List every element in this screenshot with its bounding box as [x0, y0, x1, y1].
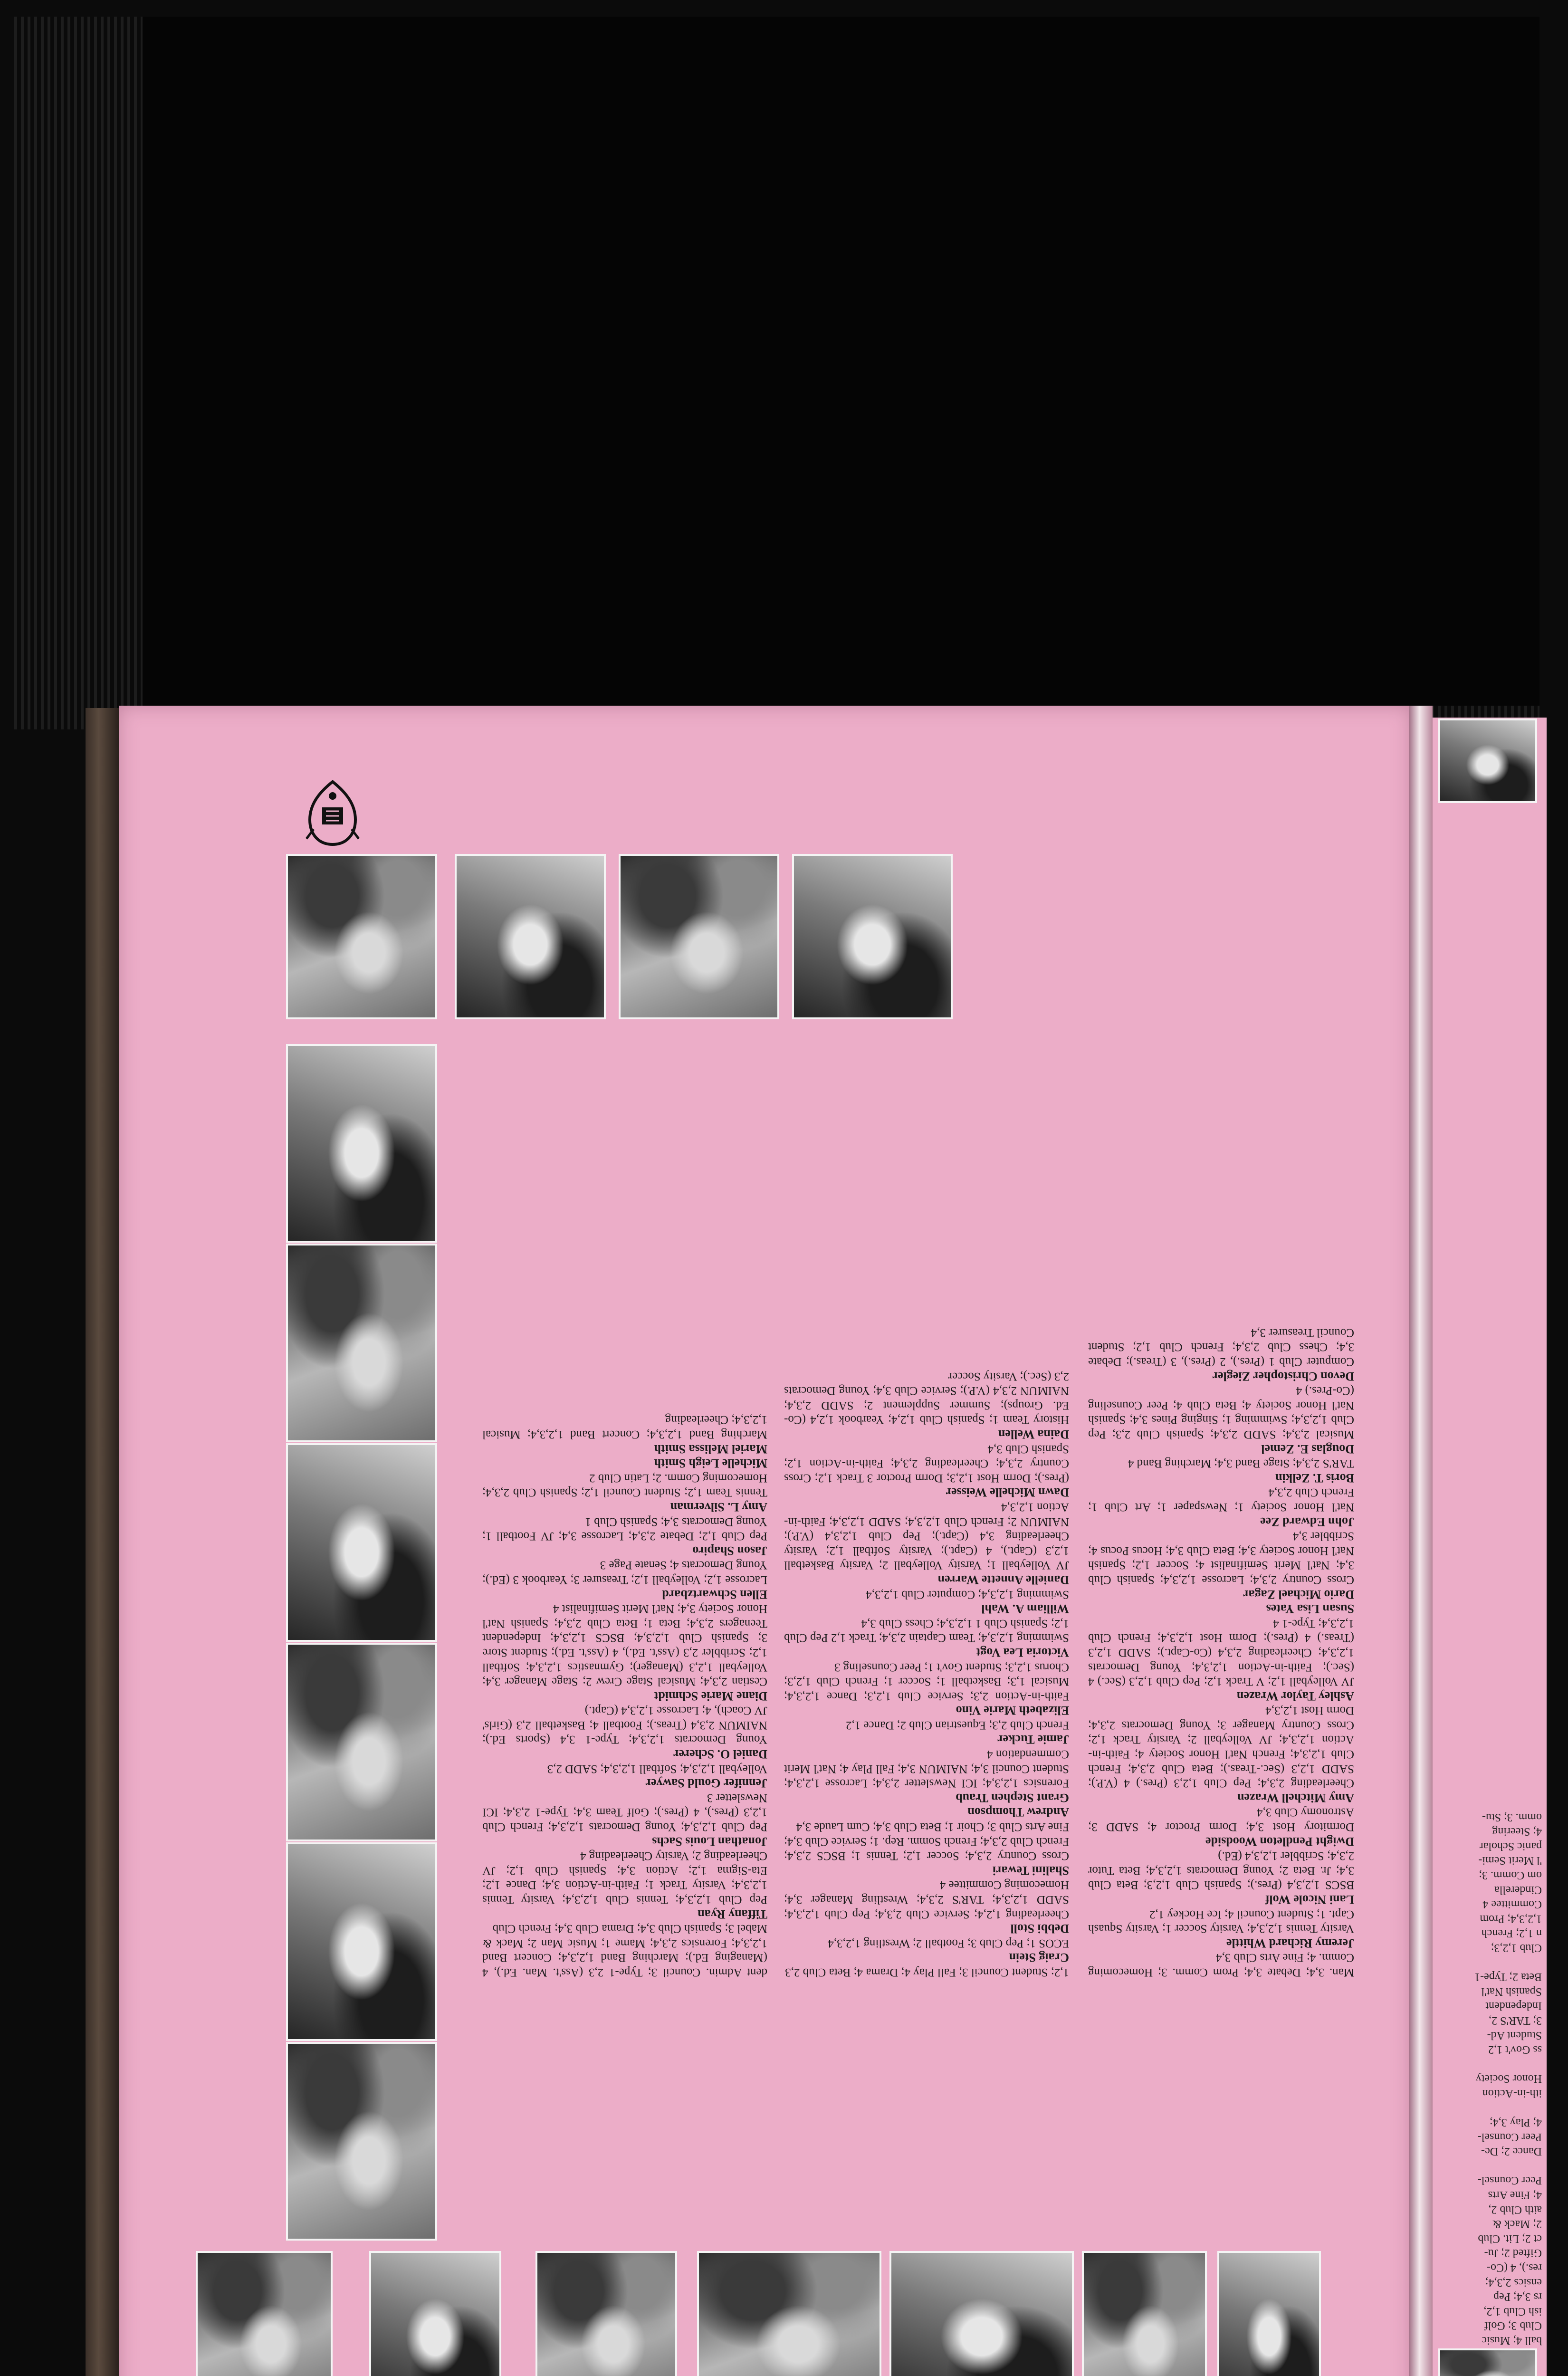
senior-name: Ashley Taylor Wrazen: [1236, 1689, 1354, 1703]
senior-name: Victoria Lea Vogt: [976, 1645, 1069, 1659]
senior-name: Daina Wellen: [998, 1428, 1069, 1442]
senior-entry: [784, 1499, 1069, 1587]
senior-entry: [784, 1878, 1069, 1935]
senior-entry: [1088, 1601, 1354, 1616]
senior-entry: [1088, 1485, 1354, 1529]
senior-name: Jennifer Gould Sawyer: [645, 1776, 767, 1791]
senior-name: Danielle Annette Warren: [937, 1572, 1069, 1587]
next-page-line: Student Ad-: [1487, 2029, 1542, 2041]
senior-entry: [1088, 1529, 1354, 1601]
senior-name: Mariel Melissa Smith: [654, 1442, 767, 1456]
upside-down-content: [119, 706, 1411, 2376]
next-page-line: Club 1,2,3;: [1491, 1941, 1542, 1954]
senior-activities: ECOS 1; Pep Club 3; Football 2; Wrestling 1,2,3,4: [828, 1936, 1069, 1950]
next-page-line: omm. 3; Stu-: [1482, 1811, 1542, 1823]
senior-name: Lani Nicole Wolf: [1265, 1893, 1354, 1907]
senior-name: Jason Shapiro: [692, 1543, 767, 1558]
senior-activities: Volleyball 1,2,3,4; Softball 1,2,3,4; SADD 2,3: [547, 1762, 767, 1775]
senior-activities: (Pres.); Dorm Host 1,2,3; Dorm Proctor 3 Track 1,2; Cross Country 2,3,4; Cheerleading 2,3,4; Faith-in-Action 1,2; Spanish Club 3,4: [784, 1442, 1069, 1485]
next-page-line: 2; Mack &: [1492, 2218, 1542, 2231]
senior-entry: [784, 1819, 1069, 1877]
portrait-b: [286, 1842, 437, 2041]
senior-activities: JV Volleyball 1,2; V Track 1,2; Pep Club 1,2,3 (Sec.) 4 (Sec.); Faith-in-Action 1,2,3,4; Young Democrats 1,2,3,4; Cheerleading 2,3,4 (Co-Capt.); SADD 1,2,3 (Treas.) 4 (Pres.); Dorm Host 1,2,3,4; French Club 1,2,3,4; Type-1 4: [1088, 1617, 1354, 1688]
senior-activities: BSCS 1,2,3,4 (Pres.); Spanish Club 1,2,3; Beta Club 3,4; Jr. Beta 2; Young Democrats 1,2,3,4; Beta Tutor 2,3,4; Scribbler 1,2,3,4 (Ed.): [1088, 1849, 1354, 1892]
next-page-line: ss Gov't 1,2: [1488, 2043, 1542, 2056]
next-page-line: Committee 4: [1482, 1898, 1542, 1911]
senior-entry: [784, 1964, 1069, 1979]
senior-activities: Swimming 1,2,3,4; Computer Club 1,2,3,4: [866, 1588, 1069, 1601]
senior-name: Debbi Stoll: [1010, 1922, 1069, 1936]
senior-activities: Musical 2,3,4; SADD 2,3,4; Spanish Club 2,3; Pep Club 1,2,3,4; Swimming 1; Singing Pines 3,4; Spanish Nat'l Honor Society 4; Beta Club 4; Peer Counseling (Co-Pres.) 4: [1088, 1384, 1354, 1441]
senior-name: Douglas E. Zemel: [1261, 1442, 1354, 1456]
senior-name: Daniel O. Scherer: [673, 1747, 767, 1762]
next-page-line: Spanish Nat'l: [1481, 1985, 1542, 1998]
senior-name: Dario Michael Zagar: [1243, 1587, 1354, 1601]
senior-activities: Pep Club 1,2,3,4; Tennis Club 1,2,3,4; Varsity Tennis 1,2,3,4; Varsity Track 1; Faith-in-Action 3,4; Dance 1,2; Eta-Sigma 1,2; Action 3,4; Spanish Club 1,2; JV Cheerleading 2; Varsity Cheerleading 4: [482, 1849, 767, 1907]
next-page-line: Dance 2; De-: [1481, 2145, 1542, 2158]
senior-activities: Cheerleading 2,3,4; Pep Club 1,2,3 (Pres.) 4 (V.P.); SADD 1,2,3 (Sec.-Treas.); Beta Club 2,3,4; French Club 1,2,3,4; French Nat'l Honor Society 4; Faith-in-Action 1,2,3,4; JV Volleyball 2; Varsity Track 1,2; Cross Country Manager 3; Young Democrats 2,3,4; Dorm Host 1,2,3,4: [1088, 1704, 1354, 1790]
senior-entry: [1088, 1805, 1354, 1849]
text-column-1: [1088, 1325, 1354, 1979]
senior-name: Jeremy Richard Whittle: [1226, 1936, 1354, 1950]
next-page-line: ish Club 1,2,: [1483, 2305, 1542, 2318]
senior-name: Shalini Tewari: [992, 1863, 1069, 1878]
senior-activities: Cross Country 2,3,4; Lacrosse 1,2,3,4; Spanish Club 3,4; Nat'l Merit Semifinalist 4; Soccer 1,2; Spanish Nat'l Honor Society 3,4; Beta Club 3,4; Hocus Pocus 4; Scribbler 3,4: [1088, 1530, 1354, 1586]
photo-3: [535, 2251, 677, 2376]
senior-name: Devon Christopher Ziegler: [1212, 1369, 1354, 1383]
senior-activities: Swimming 1,2,3,4; Team Captain 2,3,4; Track 1,2 Pep Club 1,2; Spanish Club 1 1,2,3,4; Chess Club 3,4: [784, 1617, 1069, 1645]
senior-entry: [784, 1369, 1069, 1441]
next-page-line: 1,2,3,4; Prom: [1480, 1912, 1542, 1925]
yearbook-page: [119, 706, 1411, 2376]
senior-entry: [784, 1587, 1069, 1616]
photo-bottom-2: [455, 854, 606, 1019]
photo-bottom-1: [286, 854, 437, 1019]
text-column-3: [482, 1412, 767, 1979]
senior-name: Andrew Thompson: [967, 1805, 1069, 1820]
text-column-2: [784, 1369, 1069, 1979]
senior-entry: [1088, 1907, 1354, 1950]
senior-entry: [482, 1790, 767, 1848]
senior-entry: [482, 1921, 767, 1979]
next-page-line: om Comm. 3;: [1479, 1869, 1542, 1881]
next-page-line: [1437, 2100, 1542, 2115]
portrait-f: [286, 1044, 437, 1243]
senior-entry: [1088, 1849, 1354, 1907]
portrait-d: [286, 1443, 437, 1642]
senior-entry: [482, 1470, 767, 1514]
senior-name: Dawn Michelle Weisser: [946, 1485, 1069, 1500]
next-page-line: ith-in-Action: [1482, 2087, 1542, 2099]
senior-activities: dent Admin. Council 3; Type-1 2,3 (Ass't. Man. Ed.), 4 (Managing Ed.); Marching Band 1,2,3,4; Concert Band 1,2,3,4; Forensics 2,3,4; Mame 1; Music Man 2; Mack & Mabel 3; Spanish Club 3,4; Drama Club 3,4; French Club: [482, 1922, 767, 1979]
senior-name: Jonathan Louis Sachs: [652, 1834, 767, 1849]
next-page-line: 4; Play 3,4;: [1489, 2116, 1542, 2129]
senior-entry: [784, 1659, 1069, 1717]
next-page-line: [1437, 1955, 1542, 1970]
next-page-line: Peer Counsel-: [1477, 2174, 1542, 2187]
portrait-a: [286, 2042, 437, 2241]
senior-name: Amy Mitchell Wrazen: [1237, 1791, 1354, 1805]
next-page-line: Beta 2; Type-1: [1474, 1971, 1542, 1983]
senior-entry: [784, 1441, 1069, 1499]
senior-entry: [482, 1412, 767, 1456]
senior-entry: [1088, 1950, 1354, 1979]
senior-entry: [1088, 1703, 1354, 1805]
senior-entry: [1088, 1325, 1354, 1383]
photo-7: [1217, 2251, 1321, 2376]
portrait-e: [286, 1244, 437, 1442]
next-page-line: panic Scholar: [1479, 1839, 1542, 1852]
page-gutter: [1409, 706, 1433, 2376]
senior-name: Craig Stein: [1009, 1951, 1069, 1965]
senior-name: Tiffany Ryan: [698, 1907, 767, 1921]
senior-entry: [482, 1514, 767, 1558]
senior-name: Elizabeth Marie Vino: [956, 1704, 1069, 1718]
next-page-line: Club 3; Golf: [1484, 2319, 1542, 2332]
senior-activities: Cross Country 2,3,4; Soccer 1,2; Tennis 1; BSCS 2,3,4; French Club 2,3,4; French Somm. Rep. 1; Service Club 3,4; Fine Arts Club 3; Choir 1; Beta Club 3,4; Cum Laude 3,4: [784, 1820, 1069, 1863]
senior-name: William A. Wahl: [981, 1602, 1069, 1616]
senior-entry: [784, 1717, 1069, 1746]
senior-entry: [784, 1805, 1069, 1820]
scanner-shadow: [143, 17, 1539, 706]
senior-name: Diane Marie Schmidt: [654, 1689, 767, 1703]
senior-name: Dwight Pendleton Woodside: [1205, 1834, 1354, 1849]
senior-activities: Nat'l Honor Society 1; Newspaper 1; Art Club 1; French Club 2,3,4: [1088, 1486, 1354, 1514]
senior-entry: [784, 1616, 1069, 1659]
next-page-line: aith Club 2,: [1488, 2203, 1542, 2216]
senior-activities: JV Volleyball 1; Varsity Volleyball 2; Varsity Basketball 1,2,3 (Capt.), 4 (Capt.); Varsity Softball 1,2; Varsity Cheerleading 3,4 (Capt.); Pep Club 1,2,3,4 (V.P.); NAIMUN 2; French Club 1,2,3,4; SADD 1,2,3,4; Faith-in-Action 1,2,3,4: [784, 1501, 1069, 1572]
next-page-line: Gifted 2; Ju-: [1484, 2247, 1542, 2260]
senior-entry: [482, 1456, 767, 1471]
senior-name: Jamie Tucker: [997, 1733, 1069, 1747]
next-page-text: [1437, 1810, 1542, 2347]
photo-2: [369, 2251, 501, 2376]
next-page-line: Independent: [1485, 2000, 1542, 2012]
senior-activities: Tennis Team 1,2; Student Council 1,2; Spanish Club 2,3,4; Homecoming Comm. 2; Latin Club 2: [482, 1471, 767, 1499]
senior-name: John Edward Zee: [1260, 1514, 1354, 1529]
book-spine-edge: [86, 708, 119, 2376]
next-page-line: n 1,2; French: [1481, 1927, 1542, 1940]
next-page-line: Cinderella: [1494, 1883, 1542, 1896]
senior-activities: Faith-in-Action 2,3; Service Club 1,2,3; Dance 1,2,3,4; Musical 1,3; Basketball 1; Soccer 1; French Club 1,2,3; Chorus 1,2,3; Student Gov't 1; Peer Counseling 3: [784, 1660, 1069, 1703]
photo-bottom-3: [619, 854, 779, 1019]
senior-activities: Cheerleading 1,2,4; Service Club 2,3,4; Pep Club 1,2,3,4; SADD 1,2,3,4; TAR'S 2,3,4; Wrestling Manager 3,4; Homecoming Committee 4: [784, 1878, 1069, 1921]
senior-name: Michelle Leigh Smith: [654, 1456, 767, 1471]
photo-4: [697, 2251, 881, 2376]
next-page-line: res.), 4 (Co-: [1487, 2261, 1542, 2274]
senior-entry: [482, 1601, 767, 1703]
next-page-flipped: [1433, 718, 1547, 2376]
next-page-line: Honor Society: [1475, 2072, 1542, 2085]
senior-activities: Marching Band 1,2,3,4; Concert Band 1,2,3,4; Musical 1,2,3,4; Cheerleading: [482, 1413, 767, 1441]
next-page-line: [1437, 2057, 1542, 2071]
next-page-line: 4; Steering: [1492, 1825, 1542, 1838]
next-page-line: rs 3,4; Pep: [1493, 2290, 1542, 2303]
senior-activities: TAR'S 2,3,4; Stage Band 3,4; Marching Band 4: [1128, 1457, 1354, 1470]
senior-entry: [784, 1747, 1069, 1805]
school-crest-icon: [299, 777, 366, 848]
senior-activities: 1,2; Student Council 3; Fall Play 4; Drama 4; Beta Club 2,3: [785, 1966, 1069, 1979]
portrait-c: [286, 1643, 437, 1841]
next-page-edge: [1433, 718, 1547, 2376]
senior-activities: Varsity Tennis 1,2,3,4; Varsity Soccer 1; Varsity Squash Capt. 1; Student Council 4; Ice Hockey 1,2: [1088, 1907, 1354, 1935]
next-page-line: ensics 2,3,4;: [1485, 2276, 1542, 2289]
senior-entry: [482, 1558, 767, 1601]
senior-activities: Pep Club 1,2; Debate 2,3,4; Lacrosse 3,4; JV Football 1; Young Democrats 3,4; Spanish Club 1: [482, 1515, 767, 1543]
next-page-photo-top: [1438, 2348, 1537, 2376]
senior-activities: Cestian 2,3,4; Musical Stage Crew 2; Stage Manager 3,4; Volleyball 1,2,3 (Manager); Gymnastics 1,2,3,4; Softball 1,2; Scribbler 2,3 (Ass't. Ed.), 4 (Ass't. Ed.); Student Store 3; Spanish Club 1,2,3,4; BSCS 1,2,3,4; Independent Teenagers 2,3,4; Beta 1; Beta Club 2,3,4; Spanish Nat'l Honor Society 3,4; Nat'l Merit Semifinalist 4: [482, 1602, 767, 1688]
senior-name: Amy L. Silverman: [670, 1500, 767, 1514]
senior-entry: [784, 1935, 1069, 1964]
senior-name: Ellen Schwartzbard: [662, 1587, 767, 1601]
senior-activities: Man. 3,4; Debate 3,4; Prom Comm. 3; Homecoming Comm. 4; Fine Arts Club 3,4: [1088, 1951, 1354, 1979]
next-page-line: ct 2; Lit. Club: [1478, 2232, 1542, 2245]
senior-activities: Young Democrats 1,2,3,4; Type-1 3,4 (Sports Ed.); NAIMUN 2,3,4 (Treas.); Football 4; Basketball 2,3 (Girls' JV Coach), 4; Lacrosse 1,2,3,4 (Capt.): [482, 1704, 767, 1746]
senior-activities: Computer Club 1 (Pres.), 2 (Pres.), 3 (Treas.); Debate 3,4; Chess Club 2,3,4; French Club 1,2; Student Council Treasurer 3,4: [1088, 1326, 1354, 1369]
next-page-line: 4; Fine Arts: [1488, 2189, 1542, 2202]
senior-name: Susan Lisa Yates: [1266, 1602, 1354, 1616]
photo-bottom-4: [792, 854, 953, 1019]
senior-entry: [482, 1849, 767, 1921]
senior-activities: History Team 1; Spanish Club 1,2,4; Yearbook 1,2,4 (Co-Ed. Groups); Summer Supplement 2; SADD 2,3,4; NAIMUN 2,3,4 (V.P.); Service Club 3,4; Young Democrats 2,3 (Sec.); Varsity Soccer: [784, 1370, 1069, 1427]
senior-entry: [482, 1761, 767, 1790]
next-page-line: 3; TAR'S 2,: [1489, 2014, 1542, 2027]
photo-1: [196, 2251, 333, 2376]
next-page-line: 'l Merit Semi-: [1478, 1854, 1542, 1867]
senior-entry: [1088, 1616, 1354, 1703]
senior-activities: Lacrosse 1,2; Volleyball 1,2; Treasurer 3; Yearbook 3 (Ed.); Young Democrats 4; Senate Page 3: [482, 1559, 767, 1586]
next-page-line: [1437, 2158, 1542, 2173]
senior-activities: Pep Club 1,2,3,4; Young Democrats 1,2,3,4; French Club 1,2,3 (Pres.), 4 (Pres.); Golf Team 3,4; Type-1 2,3,4; ICI Newsletter 3: [482, 1791, 767, 1834]
senior-activities: French Club 2,3; Equestrian Club 2; Dance 1,2: [845, 1718, 1069, 1732]
next-page-photo-bottom: [1438, 719, 1537, 803]
senior-activities: Forensics 1,2,3,4; ICI Newsletter 2,3,4; Lacrosse 1,2,3,4; Student Council 3,4; NAIMUN 3,4; Fall Play 4; Nat'l Merit Commendation 4: [784, 1748, 1069, 1790]
next-page-line: ball 4; Music: [1482, 2334, 1542, 2347]
senior-name: Boris T. Zelkin: [1275, 1471, 1354, 1485]
next-page-line: Peer Counsel-: [1477, 2130, 1542, 2143]
photo-6: [1082, 2251, 1207, 2376]
senior-activities: Dormitory Host 3,4; Dorm Proctor 4; SADD 3; Astronomy Club 3,4: [1088, 1806, 1354, 1834]
senior-name: Grant Stephen Traub: [956, 1791, 1069, 1805]
photo-5: [889, 2251, 1074, 2376]
senior-entry: [1088, 1383, 1354, 1456]
senior-entry: [1088, 1456, 1354, 1485]
senior-entry: [482, 1703, 767, 1761]
